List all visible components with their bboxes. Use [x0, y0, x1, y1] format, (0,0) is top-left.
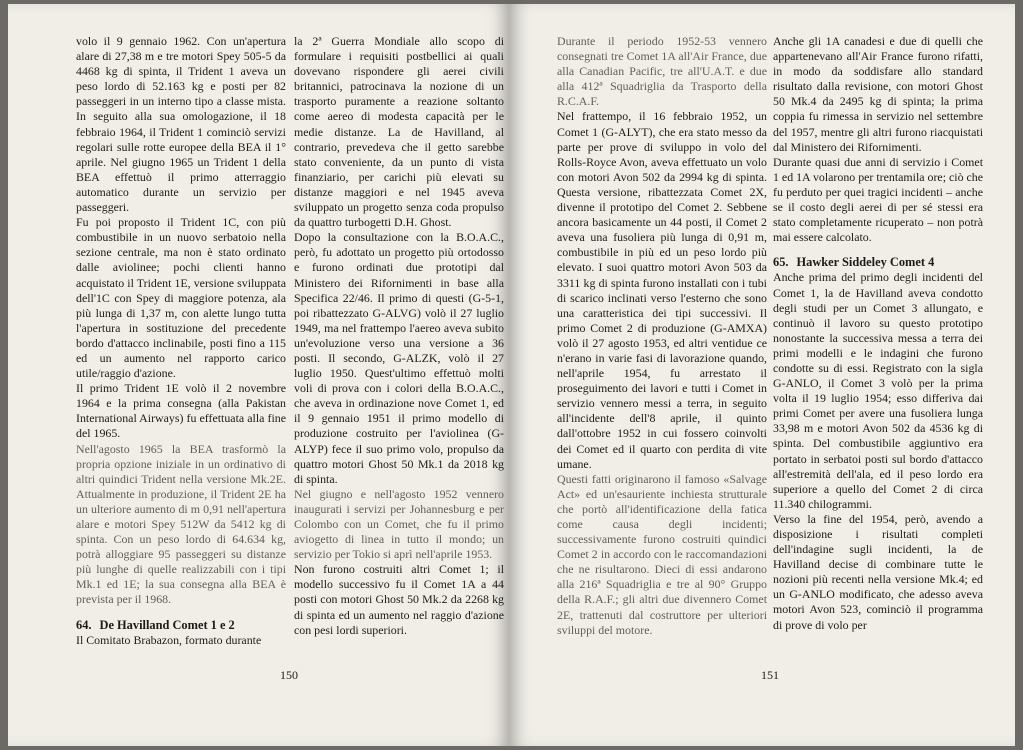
paragraph: Durante il periodo 1952-53 vennero consegnati tre Comet 1A all'Air France, due alla Canadian Pacific, tre all'U.A.T. e due alla 412ª Squadriglia da Trasporto della R.C.A.F. — [557, 34, 767, 109]
section-number: 65. — [773, 255, 789, 270]
right-column-2 — [773, 34, 983, 633]
section-title: De Havilland Comet 1 e 2 — [99, 617, 235, 632]
left-column-1 — [76, 34, 286, 648]
paragraph: Anche gli 1A canadesi e due di quelli che appartenevano all'Air France furono rifatti, in modo da soddisfare allo standard risultato dalla revisione, con motori Ghost 50 Mk.4 da 2495 kg di spinta; la prima coppia fu rimessa in servizio nel settembre del 1957, mentre gli altri furono riacquistati dal Ministero dei Rifornimenti. — [773, 34, 983, 154]
right-column-1 — [557, 34, 767, 638]
page-number: 150 — [280, 668, 298, 682]
paragraph: Il primo Trident 1E volò il 2 novembre 1964 e la prima consegna (alla Pakistan International Airways) fu effettuata alla fine del 1965. — [76, 381, 286, 441]
paragraph: Anche prima del primo degli incidenti del Comet 1, la de Havilland aveva condotto degli studi per un Comet 3 allungato, e continuò il lavoro su questo prototipo nonostante la successiva messa a terra dei primi modelli e le indagini che furono condotte su di essi. Registrato con la sigla G-ANLO, il Comet 3 volò per la prima volta il 19 luglio 1954; esso differiva dai primi Comet per avere una fusoliera lunga 33,98 m e motori Avon 502 da 4536 kg di spinta. Del combustibile aggiuntivo era portato in serbatoi posti sul bordo d'attacco all'estremità dell'ala, ed il peso lordo era superiore a quello del Comet 2 di circa 11.340 chilogrammi. — [773, 270, 983, 511]
paragraph: Durante quasi due anni di servizio i Comet 1 ed 1A volarono per trentamila ore; ciò che fu perduto per quei tragici incidenti – anche se il costo degli aerei di per sé stessi era stato completamente ricuperato – non potrà mai essere calcolato. — [773, 154, 983, 245]
paragraph: Nel giugno e nell'agosto 1952 vennero inaugurati i servizi per Johannesburg e per Colombo con un Comet, che fu il primo aviogetto di linea in tutto il mondo; un servizio per Tokio si aprì nell'aprile 1953. — [294, 486, 504, 562]
paragraph: Il Comitato Brabazon, formato durante — [76, 632, 262, 647]
section-heading-64 — [76, 618, 286, 633]
paragraph: la 2ª Guerra Mondiale allo scopo di formulare i requisiti postbellici ai quali dovevano rispondere gli aerei civili britannici, patrocinava la nozione di un trasporto puramente a reazione soltanto come aereo di modesta capacità per le medie distanze. La de Havilland, al contrario, prevedeva che il getto sarebbe stato conveniente, da un punto di vista finanziario, per carichi più elevati su distanze maggiori e nel 1945 aveva sviluppato un progetto senza coda propulso da quattro turbogetti D.H. Ghost. — [294, 34, 504, 230]
left-column-2 — [294, 34, 504, 638]
paragraph: Non furono costruiti altri Comet 1; il modello successivo fu il Comet 1A a 44 posti con motori Ghost 50 Mk.2 da 2268 kg di spinta ed un aumento nel raggio d'azione con pesi lordi superiori. — [294, 562, 504, 637]
paragraph: volo il 9 gennaio 1962. Con un'apertura alare di 27,38 m e tre motori Spey 505-5 da 4468 kg di spinta, il Trident 1 aveva un peso lordo di 52.163 kg e posti per 82 passeggeri in un interno tipo a classe mista. In seguito alla sua omologazione, il 18 febbraio 1964, il Trident 1 cominciò servizi regolari sulle rotte europee della BEA il 1° aprile. Nel giugno 1965 un Trident 1 della BEA effettuò il primo atterraggio automatico durante un servizio per passeggeri. — [76, 34, 286, 215]
section-number: 64. — [76, 617, 92, 632]
section-title: Hawker Siddeley Comet 4 — [796, 255, 935, 270]
paragraph: Nel frattempo, il 16 febbraio 1952, un Comet 1 (G-ALYT), che era stato messo da parte per prove di sviluppo in volo del Rolls-Royce Avon, aveva effettuato un volo con motori Avon 502 da 2994 kg di spinta. Questa versione, ribattezzata Comet 2X, divenne il prototipo del Comet 2. Sebbene ancora basicamente un 44 posti, il Comet 2 aveva una fusoliera più lunga di 0,91 m, combustibile in più ed un peso lordo più elevato. I suoi quattro motori Avon 503 da 3311 kg di spinta furono installati con i tubi di scarico inclinati verso l'esterno che sono una caratteristica dei tipi successivi. Il primo Comet 2 di produzione (G-AMXA) volò il 27 agosto 1953, ed altri ventidue ce n'erano in varie fasi di lavorazione quando, nell'aprile 1954, fu arrestato il proseguimento dei lavori e tutti i Comet in servizio vennero messi a terra, in seguito all'incidente dell'8 aprile, il quinto dall'ottobre 1952 in cui fossero coinvolti dei Comet ed il quarto con perdita di vite umane. — [557, 109, 767, 471]
paragraph: Fu poi proposto il Trident 1C, con più combustibile in un nuovo serbatoio nella sezione centrale, ma non è stato ordinato dalle aviolinee; pochi clienti hanno acquistato il Trident 1E, versione sviluppata dell'1C con Spey di maggiore potenza, ala più lunga di 1,37 m, con alette lungo tutta l'apertura in sostituzione del precedente bordo d'attacco inclinabile, posti fino a 115 ed un aumento nel rapporto carico utile/raggio d'azione. — [76, 215, 286, 381]
paragraph: Nell'agosto 1965 la BEA trasformò la propria opzione iniziale in un ordinativo di altri quindici Trident nella versione Mk.2E. Attualmente in produzione, il Trident 2E ha un ulteriore aumento di m 0,91 nell'apertura alare e motori Spey 512W da 5412 kg di spinta. Con un peso lordo di 64.634 kg, potrà alloggiare 95 passeggeri su distanze più lunghe di quelle realizzabili con i tipi Mk.1 ed 1E; la sua consegna alla BEA è prevista per il 1968. — [76, 441, 286, 607]
paragraph: Questi fatti originarono il famoso «Salvage Act» ed un'esauriente inchiesta strutturale che portò all'identificazione della fatica come causa degli incidenti; successivamente furono costruiti quindici Comet 2 in accordo con le raccomandazioni che ne risultarono. Dieci di essi andarono alla 216ª Squadriglia e tre al 90° Gruppo della R.A.F.; gli altri due divennero Comet 2E, trattenuti dal costruttore per ulteriori sviluppi del motore. — [557, 471, 767, 637]
section-heading-65 — [773, 255, 983, 270]
right-page — [509, 4, 1015, 746]
page-number: 151 — [761, 668, 779, 682]
paragraph: Dopo la consultazione con la B.O.A.C., però, fu adottato un progetto più ortodosso e furono ordinati due prototipi dal Ministero dei Rifornimenti in base alla Specifica 22/46. Il primo di questi (G-5-1, poi ribattezzato G-ALVG) volò il 27 luglio 1949, ma nel frattempo l'aereo aveva subito un'evoluzione verso una versione a 36 posti. Il secondo, G-ALZK, volò il 27 luglio 1950. Quest'ultimo effettuò molti voli di prova con i colori della B.O.A.C., che aveva in ordinazione nove Comet 1, ed il 9 gennaio 1951 il primo modello di produzione costruito per l'aviolinea (G-ALYP) fece il suo primo volo, propulso da quattro motori Ghost 50 Mk.1 da 2018 kg di spinta. — [294, 230, 504, 486]
paragraph: Verso la fine del 1954, però, avendo a disposizione i risultati completi dell'indagine sugli incidenti, la de Havilland decise di combinare tutte le nozioni più recenti nella versione Mk.4; ed un G-ANLO modificato, che adesso aveva motori Avon 523, cominciò il programma di prove di volo per — [773, 511, 983, 632]
left-page — [8, 4, 509, 746]
